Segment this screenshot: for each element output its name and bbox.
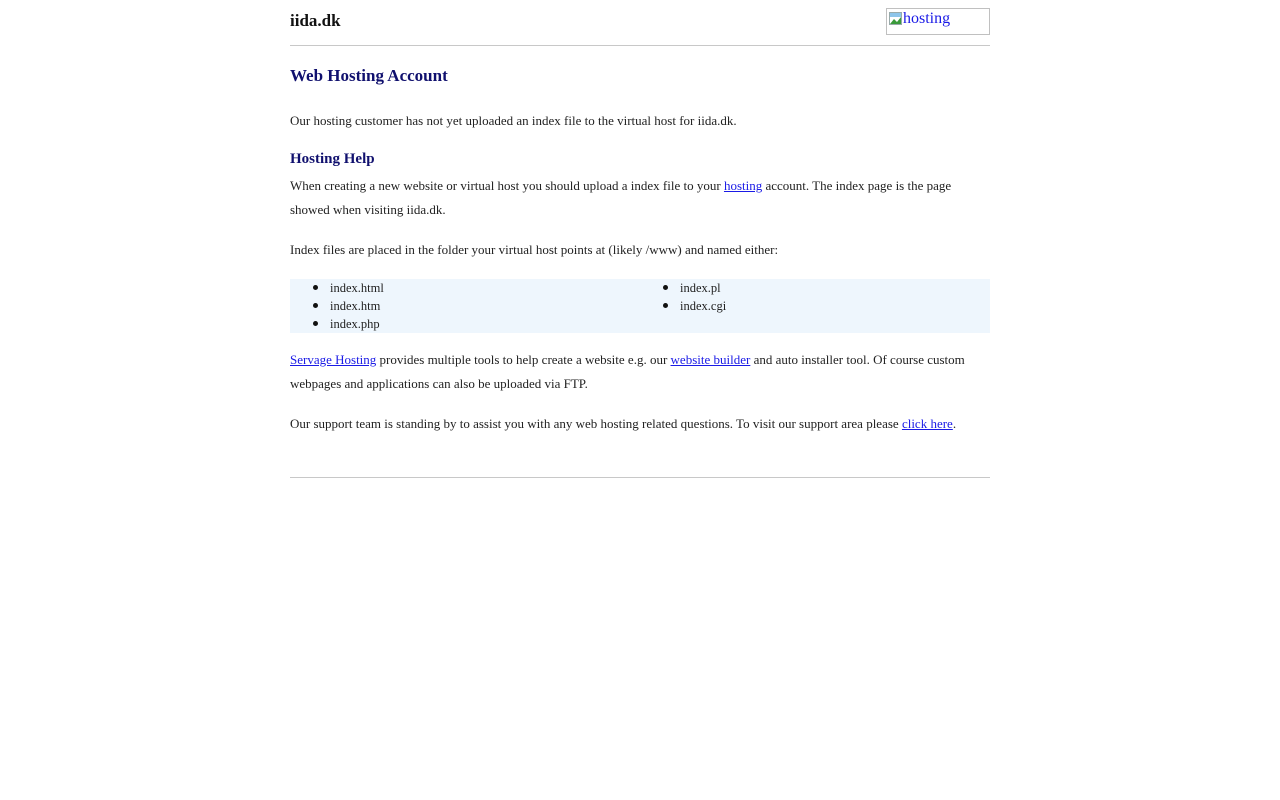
support-text-body: Our support team is standing by to assist you with any web hosting related questions. To visit our support area please (290, 416, 902, 431)
help-title: Hosting Help (290, 151, 375, 167)
help-text-after: account. The index page is the page showed when visiting iida.dk. (290, 178, 952, 217)
hosting-link[interactable]: hosting (723, 178, 763, 193)
list-item: index.php (330, 315, 384, 333)
list-item: index.pl (680, 279, 726, 297)
support-text-end: . (952, 416, 957, 431)
tools-text-1: provides multiple tools to help create a website e.g. our (376, 352, 671, 367)
broken-image-icon (889, 12, 903, 26)
list-item: index.htm (330, 297, 384, 315)
list-item: index.html (330, 281, 384, 295)
index-files-list-2 (680, 279, 726, 315)
tools-text (290, 348, 990, 396)
page-container (290, 0, 990, 431)
click-here-link[interactable]: click here (901, 416, 953, 431)
index-files-list-1 (330, 279, 384, 333)
index-files-box (290, 279, 990, 333)
website-builder-link[interactable]: website builder (670, 352, 751, 367)
help-text-before: When creating a new website or virtual host you should upload a index file to your (290, 178, 724, 193)
page-header (290, 0, 990, 46)
index-intro-text: Index files are placed in the folder your virtual host points at (likely /www) and named either: (290, 242, 779, 257)
support-text (290, 412, 956, 436)
tools-text-2: and auto installer tool. Of course custom webpages and applications can also be uploaded via FTP. (290, 352, 965, 391)
footer-divider (290, 477, 990, 478)
logo-alt-text: hosting (903, 10, 951, 27)
help-text (290, 174, 990, 222)
servage-hosting-link[interactable]: Servage Hosting (290, 352, 377, 367)
page-title: Web Hosting Account (290, 66, 448, 85)
site-name: iida.dk (290, 11, 341, 30)
hosting-logo-link[interactable] (886, 8, 990, 35)
intro-text: Our hosting customer has not yet uploaded an index file to the virtual host for iida.dk. (290, 113, 737, 128)
list-item: index.cgi (680, 299, 727, 313)
